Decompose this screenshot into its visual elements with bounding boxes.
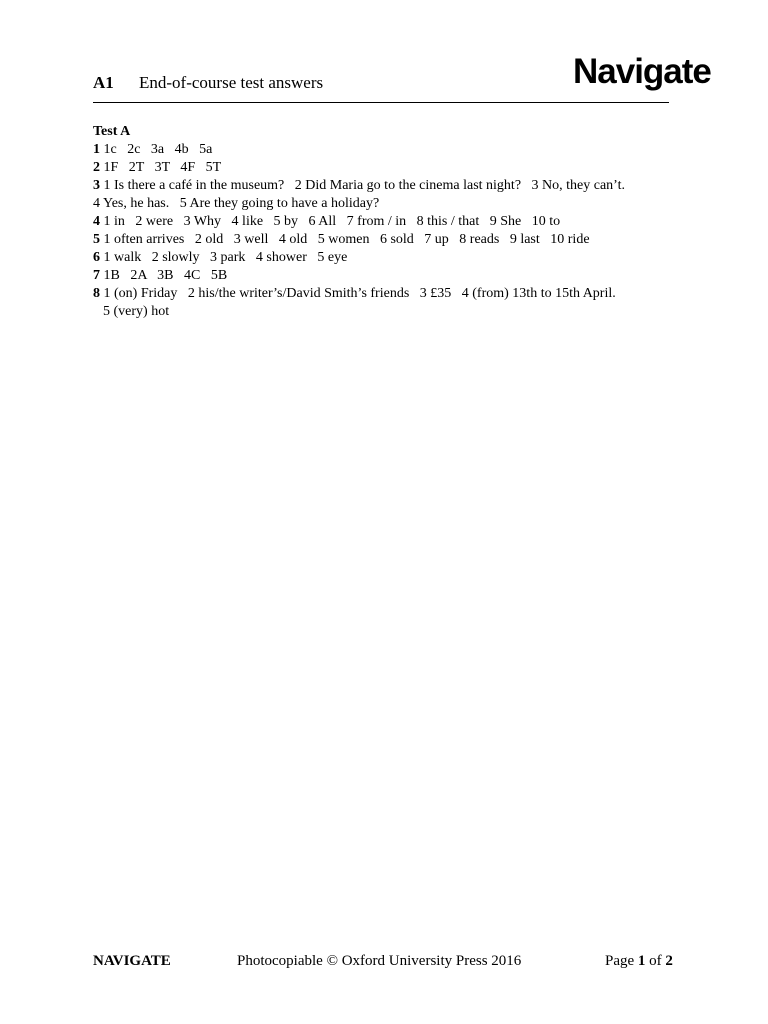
brand-logo: Navigate	[573, 52, 711, 91]
answer-text: 1c 2c 3a 4b 5a	[100, 142, 213, 157]
page-of: of	[645, 953, 666, 969]
answer-line	[93, 195, 693, 213]
question-number: 1	[93, 142, 100, 157]
question-number: 3	[93, 178, 100, 193]
question-number: 8	[93, 286, 100, 301]
question-number: 6	[93, 250, 100, 265]
answer-line	[93, 267, 693, 285]
level-label: A1	[93, 73, 114, 92]
answers-section	[93, 123, 693, 321]
answer-text: 1 (on) Friday 2 his/the writer’s/David Smith’s friends 3 £35 4 (from) 13th to 15th April.	[100, 286, 616, 301]
answer-line	[93, 141, 693, 159]
question-number: 5	[93, 232, 100, 247]
copyright-notice: Photocopiable © Oxford University Press 2016	[237, 953, 522, 969]
answer-text: 1F 2T 3T 4F 5T	[100, 160, 222, 175]
total-pages: 2	[665, 953, 673, 969]
current-page: 1	[637, 953, 646, 969]
answer-line	[93, 285, 693, 303]
answer-continuation: 5 (very) hot	[103, 304, 170, 319]
page-footer	[93, 953, 683, 973]
answer-line	[93, 249, 693, 267]
answer-text: 1 Is there a café in the museum? 2 Did Maria go to the cinema last night? 3 No, they can’t.	[100, 178, 625, 193]
footer-brand: NAVIGATE	[93, 953, 171, 969]
answer-line	[93, 213, 693, 231]
page-prefix: Page	[605, 953, 638, 969]
question-number: 4	[93, 214, 100, 229]
answer-line	[93, 177, 693, 195]
answer-text: 1 walk 2 slowly 3 park 4 shower 5 eye	[100, 250, 348, 265]
answer-text: 1B 2A 3B 4C 5B	[100, 268, 228, 283]
header-divider	[93, 102, 669, 103]
question-number: 2	[93, 160, 100, 175]
answer-line	[93, 159, 693, 177]
answer-text: 1 often arrives 2 old 3 well 4 old 5 women 6 sold 7 up 8 reads 9 last 10 ride	[100, 232, 590, 247]
section-title: Test A	[93, 124, 131, 139]
page-number	[605, 953, 673, 970]
page-header	[93, 52, 725, 106]
answer-line	[93, 231, 693, 249]
document-title: End-of-course test answers	[139, 73, 324, 92]
answer-text: 1 in 2 were 3 Why 4 like 5 by 6 All 7 from / in 8 this / that 9 She 10 to	[100, 214, 561, 229]
question-number: 7	[93, 268, 100, 283]
answer-text: 4 Yes, he has. 5 Are they going to have a holiday?	[93, 196, 380, 211]
